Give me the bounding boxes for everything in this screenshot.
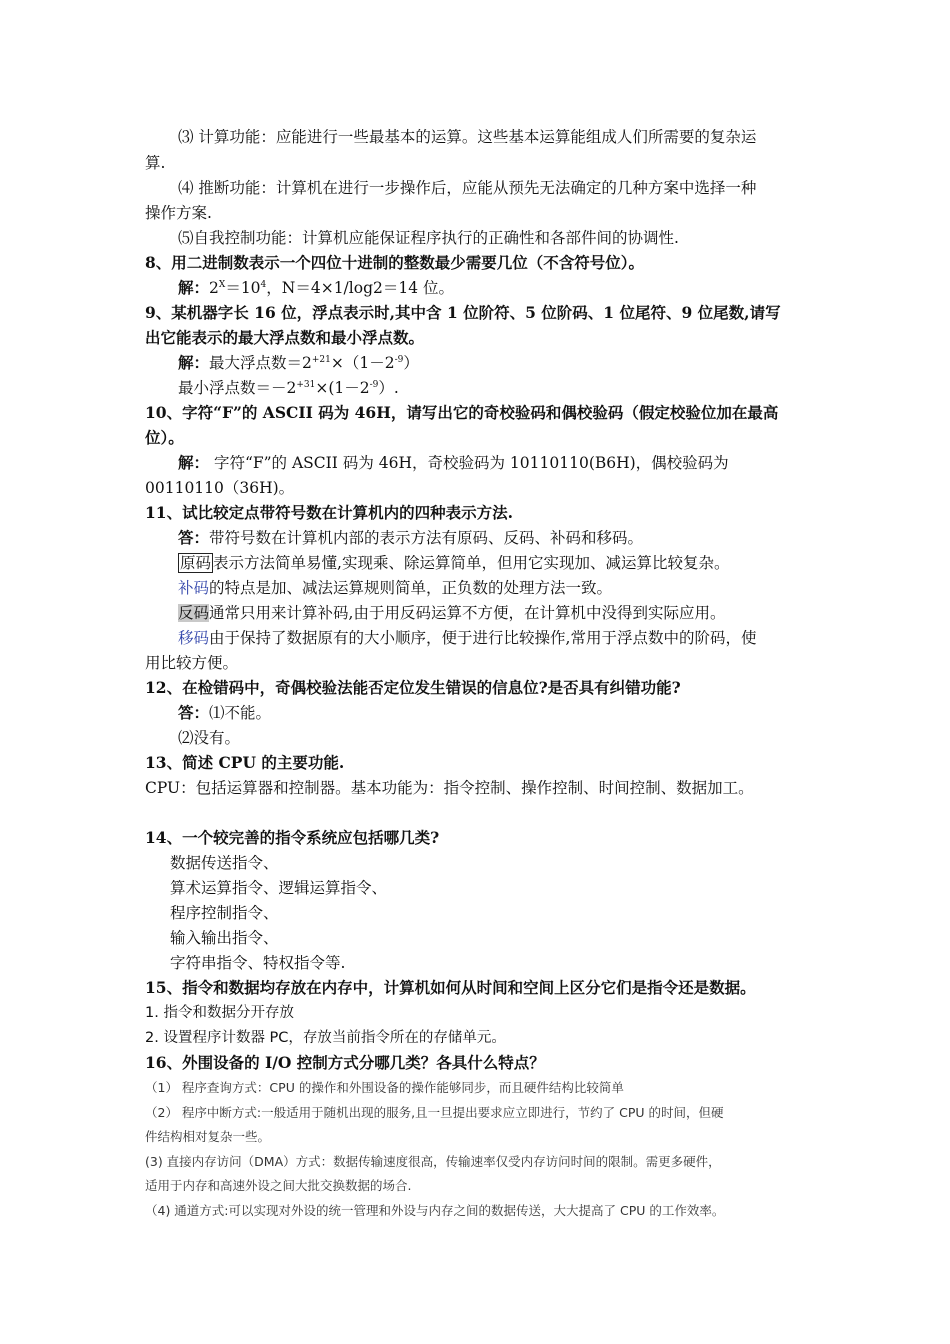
list-item-cont: 件结构相对复杂一些。 [145, 1129, 271, 1144]
question-16: 16、外围设备的 I/O 控制方式分哪几类？各具什么特点？ [145, 1053, 545, 1072]
answer-text: ）. [378, 379, 399, 397]
text-line: ⑷ 推断功能：计算机在进行一步操作后，应能从预先无法确定的几种方案中选择一种 [178, 179, 757, 197]
answer-text: 的特点是加、减法运算规则简单，正负数的处理方法一致。 [209, 579, 613, 597]
answer-text: 最小浮点数＝－2 [178, 379, 297, 397]
answer-label: 答： [178, 703, 210, 722]
answer-11-buma [178, 578, 612, 598]
answer-text: 由于保持了数据原有的大小顺序，便于进行比较操作,常用于浮点数中的阶码，使 [209, 629, 757, 647]
answer-11-yima [178, 628, 756, 648]
answer-10-cont: 00110110（36H)。 [145, 479, 295, 497]
question-9: 9、某机器字长 16 位，浮点表示时,其中含 1 位阶符、5 位阶码、1 位尾符、9 位尾数,请写 [145, 303, 781, 322]
answer-8 [178, 278, 454, 298]
text-line: 操作方案. [145, 204, 212, 222]
question-15: 15、指令和数据均存放在内存中，计算机如何从时间和空间上区分它们是指令还是数据。 [145, 978, 756, 997]
question-9-cont: 出它能表示的最大浮点数和最小浮点数。 [145, 328, 425, 347]
term-blue: 移码 [178, 629, 210, 647]
answer-13: CPU：包括运算器和控制器。基本功能为：指令控制、操作控制、时间控制、数据加工。 [145, 779, 754, 797]
answer-11 [178, 528, 643, 548]
list-item: 1. 指令和数据分开存放 [145, 1005, 294, 1021]
answer-text: 表示方法简单易懂,实现乘、除运算简单，但用它实现加、减运算比较复杂。 [213, 554, 730, 572]
superscript: 4 [260, 279, 267, 290]
question-11: 11、试比较定点带符号数在计算机内的四种表示方法. [145, 503, 513, 522]
superscript: +21 [311, 354, 331, 365]
term-boxed: 原码 [180, 554, 212, 572]
question-14: 14、一个较完善的指令系统应包括哪几类? [145, 828, 440, 847]
superscript: -9 [369, 379, 379, 390]
superscript: -9 [394, 354, 404, 365]
answer-text: 带符号数在计算机内部的表示方法有原码、反码、补码和移码。 [209, 529, 644, 547]
superscript: X [218, 279, 226, 290]
list-item: （1） 程序查询方式：CPU 的操作和外围设备的操作能够同步，而且硬件结构比较简单 [145, 1080, 624, 1095]
answer-9-cont [178, 378, 399, 398]
list-item: 算术运算指令、逻辑运算指令、 [170, 879, 388, 897]
answer-text: 2 [209, 279, 219, 297]
answer-label: 解： [178, 278, 210, 297]
answer-11-yuanma [178, 553, 729, 573]
answer-9 [178, 353, 419, 373]
text-line: ⑶ 计算功能：应能进行一些最基本的运算。这些基本运算能组成人们所需要的复杂运 [178, 128, 757, 146]
answer-label: 解： [178, 453, 210, 472]
answer-text: ×（1－2 [330, 354, 395, 372]
list-item: 程序控制指令、 [170, 904, 279, 922]
text-line: ⑸自我控制功能：计算机应能保证程序执行的正确性和各部件间的协调性. [178, 229, 679, 247]
answer-12 [178, 703, 271, 723]
question-10-cont: 位）。 [145, 428, 184, 447]
answer-label: 解： [178, 353, 210, 372]
list-item: （2） 程序中断方式:一般适用于随机出现的服务,且一旦提出要求应立即进行，节约了 CPU 的时间，但硬 [145, 1105, 724, 1120]
question-12: 12、在检错码中，奇偶校验法能否定位发生错误的信息位?是否具有纠错功能? [145, 678, 681, 697]
answer-text: ＝10 [225, 279, 261, 297]
list-item: 数据传送指令、 [170, 854, 279, 872]
list-item: 字符串指令、特权指令等. [170, 954, 346, 972]
list-item: 输入输出指令、 [170, 929, 279, 947]
list-item: (3) 直接内存访问（DMA）方式：数据传输速度很高，传输速率仅受内存访问时间的限制。需更多硬件， [145, 1154, 721, 1169]
answer-text: 字符“F”的 ASCII 码为 46H，奇校验码为 10110110(B6H)，偶校验码为 [213, 454, 729, 472]
answer-text: 最大浮点数＝2 [209, 354, 312, 372]
question-13: 13、简述 CPU 的主要功能. [145, 753, 345, 772]
answer-text: 通常只用来计算补码,由于用反码运算不方便，在计算机中没得到实际应用。 [209, 604, 726, 622]
term-blue: 补码 [178, 579, 210, 597]
text-line: 算. [145, 154, 166, 172]
question-10: 10、字符“F”的 ASCII 码为 46H，请写出它的奇校验码和偶校验码（假定校验位加在最高 [145, 403, 779, 422]
answer-11-fanma [178, 603, 725, 623]
list-item-cont: 适用于内存和高速外设之间大批交换数据的场合. [145, 1178, 412, 1193]
list-item: （4) 通道方式:可以实现对外设的统一管理和外设与内存之间的数据传送，大大提高了 CPU 的工作效率。 [145, 1203, 725, 1218]
answer-10 [178, 453, 729, 473]
list-item: 2. 设置程序计数器 PC，存放当前指令所在的存储单元。 [145, 1030, 506, 1046]
superscript: +31 [296, 379, 316, 390]
answer-text: ） [403, 354, 419, 372]
question-8: 8、用二进制数表示一个四位十进制的整数最少需要几位（不含符号位）。 [145, 253, 645, 272]
answer-label: 答： [178, 528, 210, 547]
term-highlighted: 反码 [178, 604, 210, 622]
answer-text: ，N＝4×1/log2＝14 位。 [266, 279, 454, 297]
answer-text: ×(1－2 [315, 379, 370, 397]
answer-12-cont: ⑵没有。 [178, 729, 241, 747]
answer-11-cont: 用比较方便。 [145, 654, 239, 672]
answer-text: ⑴不能。 [209, 704, 272, 722]
